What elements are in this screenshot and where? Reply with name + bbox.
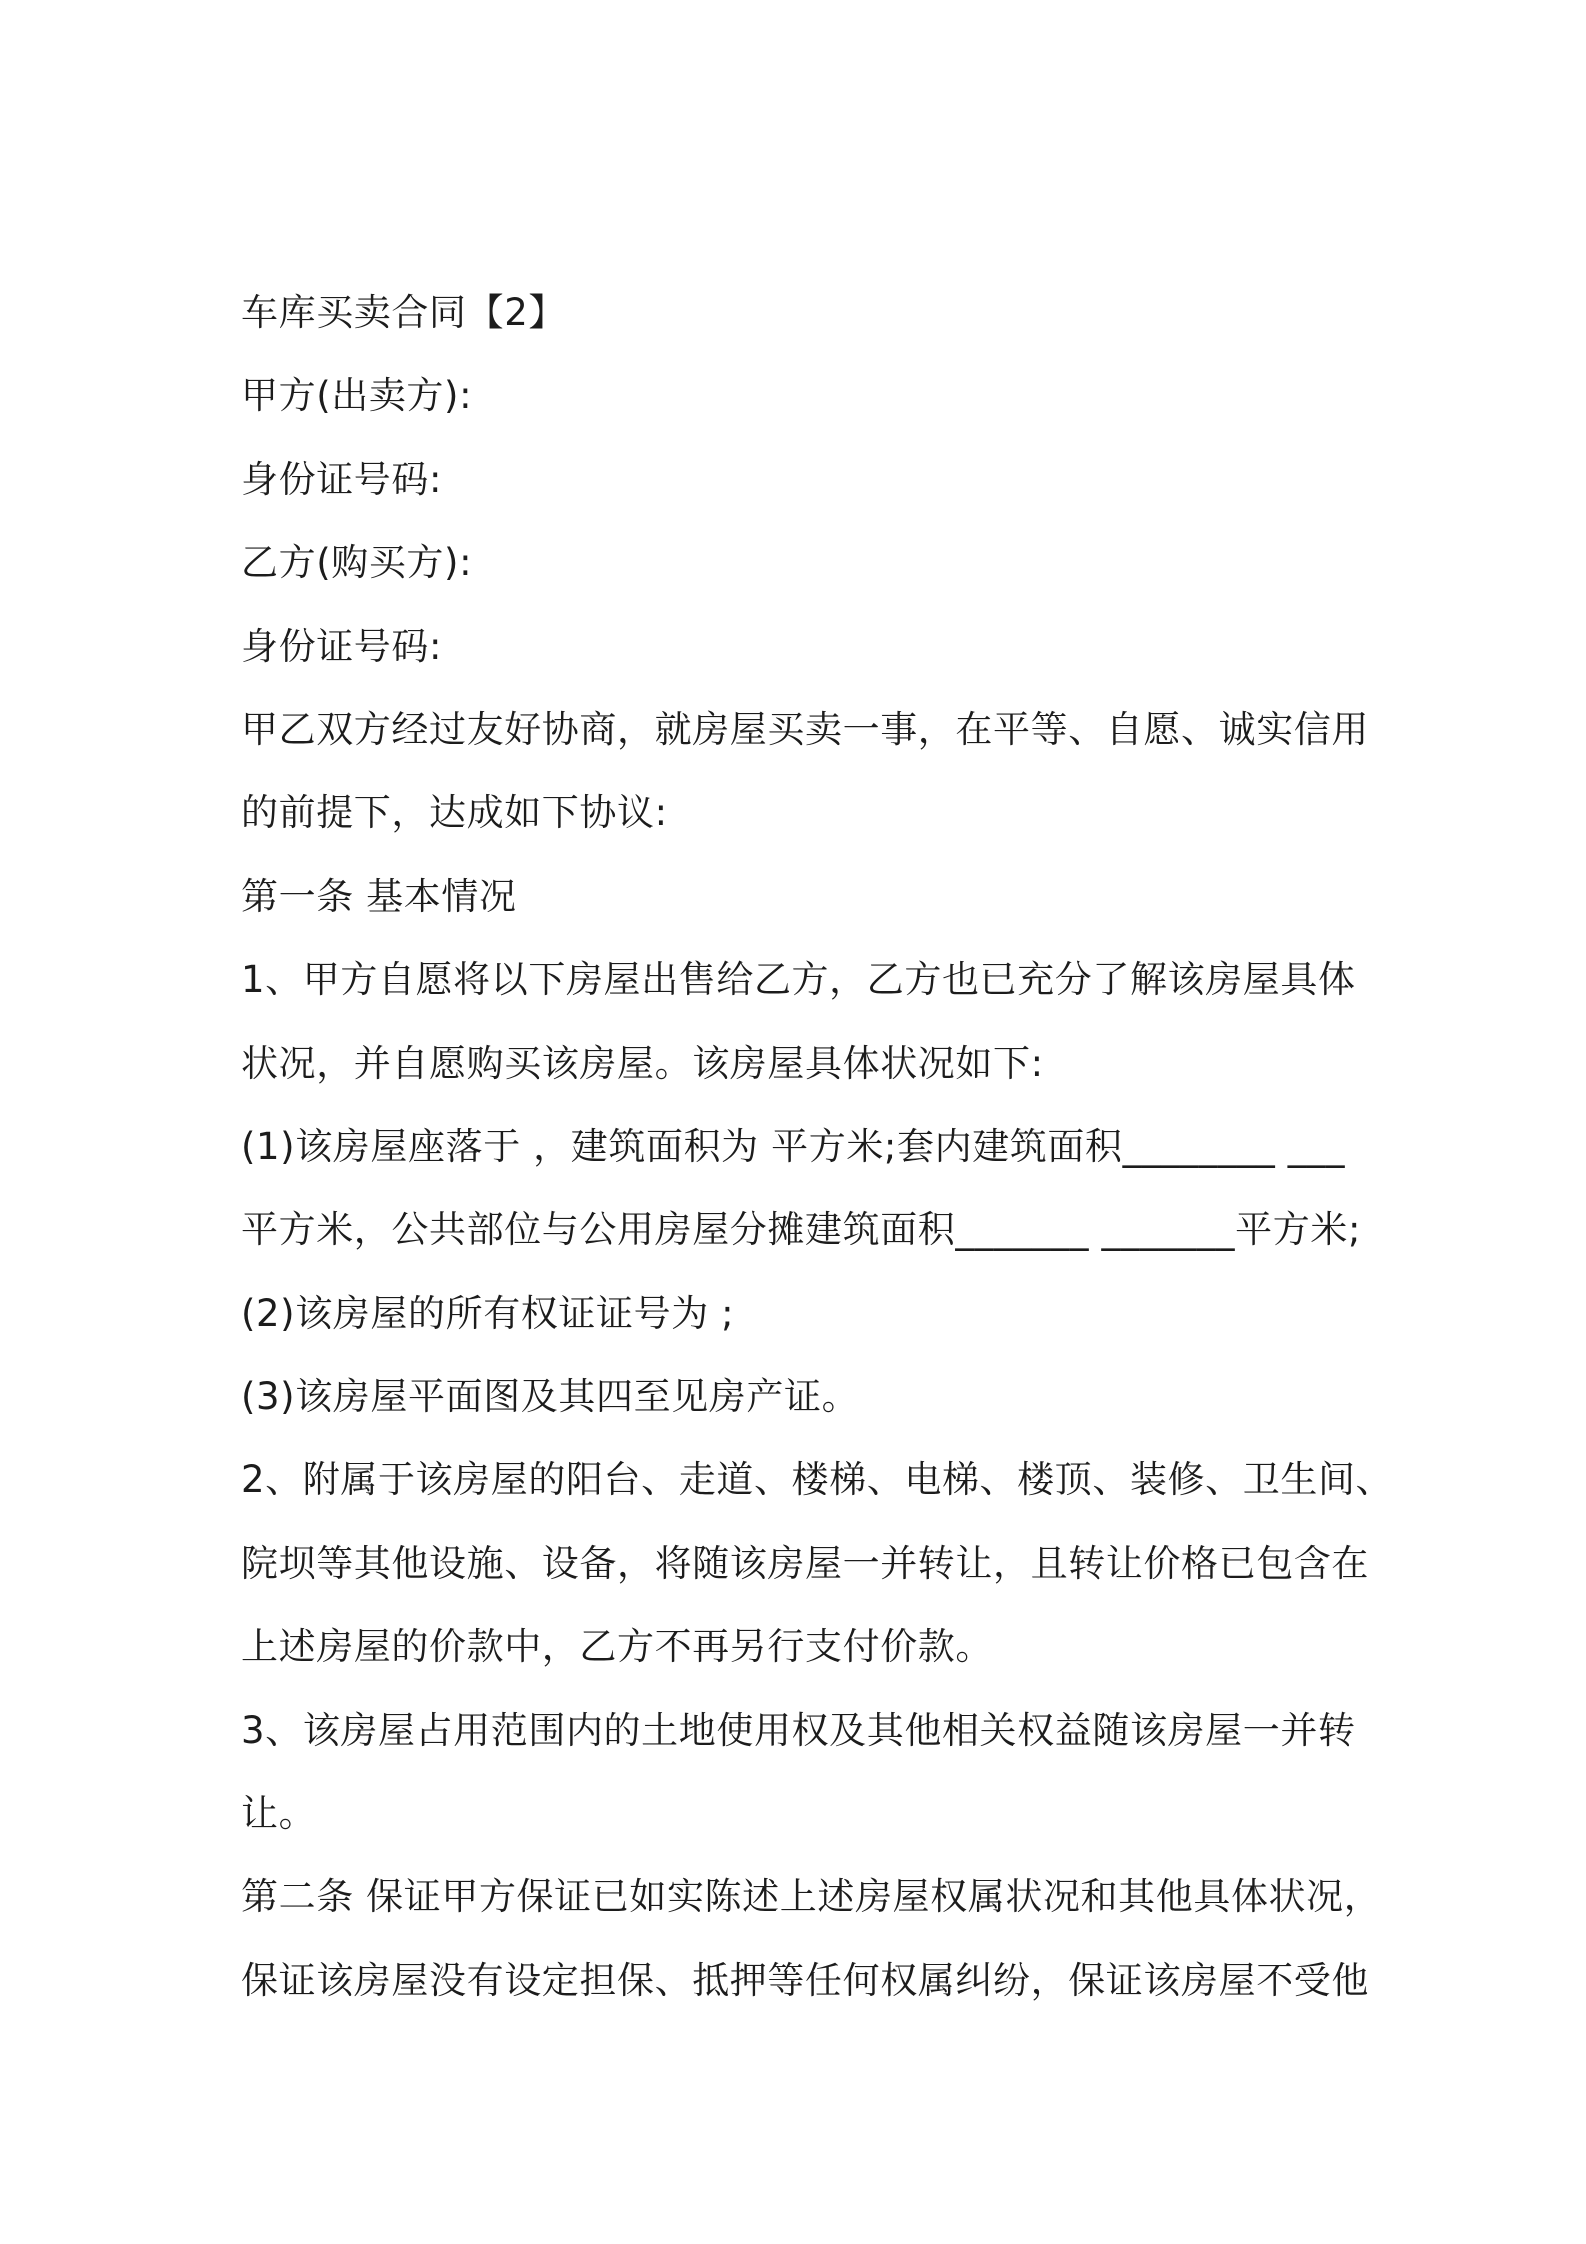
section-heading: 第二条 保证甲方保证已如实陈述上述房屋权属状况和其他具体状况，	[241, 1875, 1382, 1919]
text-line: 平方米，公共部位与公用房屋分摊建筑面积_______ _______平方米;	[241, 1208, 1362, 1252]
text-line: 甲乙双方经过友好协商，就房屋买卖一事，在平等、自愿、诚实信用	[241, 707, 1369, 751]
text-line: 乙方(购买方):	[241, 541, 473, 585]
text-line: (3)该房屋平面图及其四至见房产证。	[241, 1375, 860, 1419]
text-line: 甲方(出卖方):	[241, 374, 473, 418]
text-line: 保证该房屋没有设定担保、抵押等任何权属纠纷，保证该房屋不受他	[241, 1958, 1369, 2002]
document-title: 车库买卖合同【2】	[241, 291, 566, 334]
text-line: 2、附属于该房屋的阳台、走道、楼梯、电梯、楼顶、装修、卫生间、	[241, 1458, 1394, 1502]
text-line: 让。	[241, 1792, 317, 1836]
text-line: 的前提下，达成如下协议:	[241, 791, 668, 835]
text-line: 院坝等其他设施、设备，将随该房屋一并转让，且转让价格已包含在	[241, 1541, 1369, 1585]
text-line: 身份证号码:	[241, 624, 443, 668]
text-line: 1、甲方自愿将以下房屋出售给乙方，乙方也已充分了解该房屋具体	[241, 958, 1356, 1002]
text-line: 身份证号码:	[241, 457, 443, 501]
text-line: (2)该房屋的所有权证证号为 ;	[241, 1291, 735, 1335]
text-line: 状况，并自愿购买该房屋。该房屋具体状况如下:	[241, 1041, 1044, 1085]
document-body	[241, 281, 1394, 2032]
text-line: 上述房屋的价款中，乙方不再另行支付价款。	[241, 1625, 993, 1669]
text-line: 3、该房屋占用范围内的土地使用权及其他相关权益随该房屋一并转	[241, 1708, 1356, 1752]
section-heading: 第一条 基本情况	[241, 874, 517, 918]
text-line: (1)该房屋座落于 ，建筑面积为 平方米;套内建筑面积________ ___	[241, 1124, 1346, 1168]
